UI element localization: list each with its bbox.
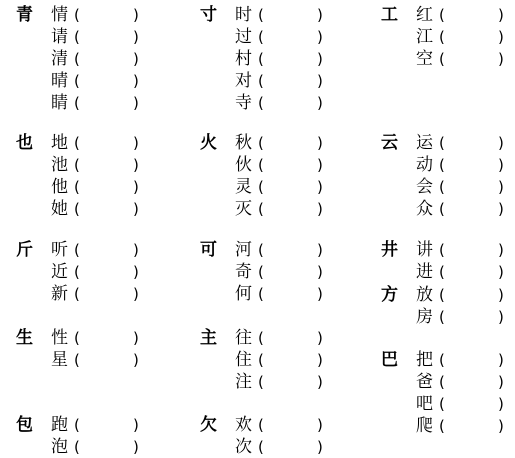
character: 性: [51, 328, 68, 348]
open-paren: (: [74, 178, 80, 196]
component-label: 主: [200, 328, 217, 348]
close-paren: ): [317, 416, 323, 434]
component-label: 寸: [200, 5, 217, 25]
close-paren: ): [498, 308, 504, 326]
close-paren: ): [498, 200, 504, 218]
character: 请: [51, 27, 68, 47]
character: 次: [235, 437, 252, 457]
open-paren: (: [439, 373, 445, 391]
character: 灵: [235, 177, 252, 197]
close-paren: ): [498, 178, 504, 196]
open-paren: (: [439, 286, 445, 304]
character: 过: [235, 27, 252, 47]
close-paren: ): [317, 329, 323, 347]
close-paren: ): [133, 241, 139, 259]
character: 欢: [235, 415, 252, 435]
close-paren: ): [317, 50, 323, 68]
close-paren: ): [498, 50, 504, 68]
close-paren: ): [133, 200, 139, 218]
component-label: 云: [381, 133, 398, 153]
character: 情: [51, 5, 68, 25]
close-paren: ): [317, 6, 323, 24]
character: 晴: [51, 71, 68, 91]
character: 何: [235, 284, 252, 304]
open-paren: (: [439, 134, 445, 152]
character: 他: [51, 177, 68, 197]
open-paren: (: [439, 200, 445, 218]
character: 时: [235, 5, 252, 25]
close-paren: ): [133, 72, 139, 90]
character: 奇: [235, 262, 252, 282]
close-paren: ): [317, 28, 323, 46]
character: 泡: [51, 437, 68, 457]
character: 把: [416, 350, 433, 370]
character: 往: [235, 328, 252, 348]
character: 空: [416, 49, 433, 69]
character: 众: [416, 199, 433, 219]
character: 她: [51, 199, 68, 219]
character: 会: [416, 177, 433, 197]
character: 伙: [235, 155, 252, 175]
open-paren: (: [439, 417, 445, 435]
open-paren: (: [258, 200, 264, 218]
close-paren: ): [498, 286, 504, 304]
character: 村: [235, 49, 252, 69]
close-paren: ): [133, 285, 139, 303]
character: 近: [51, 262, 68, 282]
close-paren: ): [317, 178, 323, 196]
open-paren: (: [258, 329, 264, 347]
open-paren: (: [74, 438, 80, 456]
open-paren: (: [258, 438, 264, 456]
close-paren: ): [133, 94, 139, 112]
close-paren: ): [317, 285, 323, 303]
character: 睛: [51, 93, 68, 113]
open-paren: (: [74, 285, 80, 303]
close-paren: ): [498, 417, 504, 435]
open-paren: (: [258, 156, 264, 174]
character: 星: [51, 350, 68, 370]
character: 池: [51, 155, 68, 175]
open-paren: (: [258, 50, 264, 68]
open-paren: (: [74, 94, 80, 112]
open-paren: (: [258, 285, 264, 303]
close-paren: ): [317, 263, 323, 281]
open-paren: (: [258, 263, 264, 281]
character: 吧: [416, 394, 433, 414]
close-paren: ): [317, 351, 323, 369]
open-paren: (: [74, 28, 80, 46]
component-label: 方: [381, 285, 398, 305]
character: 地: [51, 133, 68, 153]
close-paren: ): [133, 178, 139, 196]
open-paren: (: [74, 50, 80, 68]
open-paren: (: [74, 263, 80, 281]
character: 灭: [235, 199, 252, 219]
open-paren: (: [439, 6, 445, 24]
character: 注: [235, 372, 252, 392]
character: 河: [235, 240, 252, 260]
open-paren: (: [439, 241, 445, 259]
open-paren: (: [74, 6, 80, 24]
open-paren: (: [439, 308, 445, 326]
close-paren: ): [133, 263, 139, 281]
close-paren: ): [498, 6, 504, 24]
close-paren: ): [498, 134, 504, 152]
close-paren: ): [133, 50, 139, 68]
close-paren: ): [498, 241, 504, 259]
component-label: 井: [381, 240, 398, 260]
close-paren: ): [133, 6, 139, 24]
open-paren: (: [258, 94, 264, 112]
component-label: 青: [16, 5, 33, 25]
open-paren: (: [439, 28, 445, 46]
character: 住: [235, 350, 252, 370]
character: 运: [416, 133, 433, 153]
close-paren: ): [498, 263, 504, 281]
close-paren: ): [498, 28, 504, 46]
close-paren: ): [498, 156, 504, 174]
component-label: 火: [200, 133, 217, 153]
close-paren: ): [133, 156, 139, 174]
character: 爸: [416, 372, 433, 392]
character: 新: [51, 284, 68, 304]
character: 寺: [235, 93, 252, 113]
close-paren: ): [133, 351, 139, 369]
open-paren: (: [74, 241, 80, 259]
open-paren: (: [439, 178, 445, 196]
close-paren: ): [317, 438, 323, 456]
open-paren: (: [258, 6, 264, 24]
open-paren: (: [74, 200, 80, 218]
open-paren: (: [258, 351, 264, 369]
close-paren: ): [133, 329, 139, 347]
component-label: 欠: [200, 415, 217, 435]
character: 听: [51, 240, 68, 260]
close-paren: ): [317, 200, 323, 218]
open-paren: (: [74, 156, 80, 174]
close-paren: ): [317, 373, 323, 391]
character: 房: [416, 307, 433, 327]
component-label: 可: [200, 240, 217, 260]
component-label: 斤: [16, 240, 33, 260]
character: 进: [416, 262, 433, 282]
character: 江: [416, 27, 433, 47]
close-paren: ): [133, 416, 139, 434]
open-paren: (: [439, 351, 445, 369]
character: 对: [235, 71, 252, 91]
open-paren: (: [74, 351, 80, 369]
open-paren: (: [439, 263, 445, 281]
open-paren: (: [258, 416, 264, 434]
character: 放: [416, 285, 433, 305]
close-paren: ): [133, 438, 139, 456]
component-label: 巴: [381, 350, 398, 370]
close-paren: ): [317, 241, 323, 259]
component-label: 工: [381, 5, 398, 25]
close-paren: ): [133, 134, 139, 152]
component-label: 包: [16, 415, 33, 435]
component-label: 生: [16, 328, 33, 348]
character: 红: [416, 5, 433, 25]
close-paren: ): [498, 395, 504, 413]
open-paren: (: [439, 156, 445, 174]
open-paren: (: [439, 50, 445, 68]
character: 清: [51, 49, 68, 69]
open-paren: (: [258, 241, 264, 259]
close-paren: ): [317, 156, 323, 174]
character: 讲: [416, 240, 433, 260]
close-paren: ): [133, 28, 139, 46]
close-paren: ): [498, 351, 504, 369]
open-paren: (: [74, 72, 80, 90]
open-paren: (: [439, 395, 445, 413]
component-label: 也: [16, 133, 33, 153]
open-paren: (: [74, 329, 80, 347]
close-paren: ): [498, 373, 504, 391]
close-paren: ): [317, 72, 323, 90]
open-paren: (: [258, 28, 264, 46]
open-paren: (: [258, 72, 264, 90]
open-paren: (: [74, 416, 80, 434]
open-paren: (: [258, 178, 264, 196]
character: 动: [416, 155, 433, 175]
open-paren: (: [258, 134, 264, 152]
character: 爬: [416, 416, 433, 436]
character: 秋: [235, 133, 252, 153]
open-paren: (: [258, 373, 264, 391]
character: 跑: [51, 415, 68, 435]
open-paren: (: [74, 134, 80, 152]
close-paren: ): [317, 134, 323, 152]
close-paren: ): [317, 94, 323, 112]
